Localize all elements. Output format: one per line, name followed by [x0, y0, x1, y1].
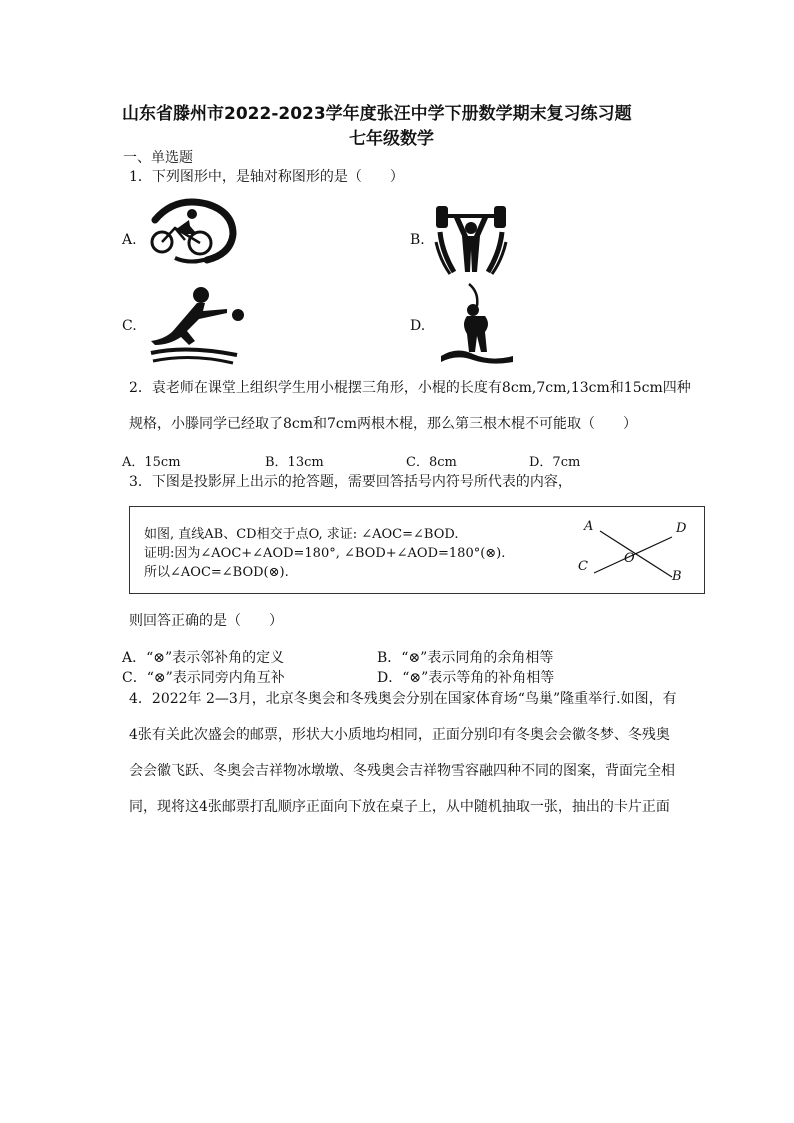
question-3-prompt: 则回答正确的是（ ） — [129, 613, 283, 629]
question-4-line2: 4张有关此次盛会的邮票，形状大小质地均相同，正面分别印有冬奥会会徽冬梦、冬残奥 — [129, 727, 670, 743]
q2-option-c: C．8cm — [406, 455, 457, 470]
proof-line-1: 如图, 直线AB、CD相交于点O, 求证: ∠AOC=∠BOD. — [144, 527, 459, 542]
proof-line-2: 证明:因为∠AOC+∠AOD=180°, ∠BOD+∠AOD=180°(⊗). — [144, 546, 506, 561]
q3-option-a: A．“⊗”表示邻补角的定义 — [122, 650, 285, 666]
volleyball-player-icon — [147, 283, 247, 367]
question-1-stem: 1．下列图形中，是轴对称图形的是（ ） — [129, 169, 404, 185]
question-4-line1: 4．2022年 2—3月，北京冬奥会和冬残奥会分别在国家体育场“鸟巢”隆重举行.如图，有 — [129, 691, 677, 707]
point-a-label: A — [584, 519, 594, 534]
question-4-line3: 会会徽飞跃、冬奥会吉祥物冰墩墩、冬残奥会吉祥物雪容融四种不同的图案，背面完全相 — [129, 763, 675, 779]
q3-option-d: D．“⊗”表示等角的补角相等 — [377, 670, 555, 686]
proof-box — [129, 506, 705, 594]
point-c-label: C — [578, 559, 588, 574]
q3-option-b: B．“⊗”表示同角的余角相等 — [377, 650, 554, 666]
weightlifter-icon — [432, 202, 510, 276]
point-o-label: O — [624, 551, 635, 566]
section-heading: 一、单选题 — [123, 150, 193, 166]
q1-option-a-label: A. — [122, 232, 137, 248]
q2-option-d: D．7cm — [529, 455, 581, 470]
question-3-stem: 3．下图是投影屏上出示的抢答题，需要回答括号内符号所代表的内容， — [129, 474, 572, 490]
q1-option-c-label: C. — [122, 318, 137, 334]
question-2-stem-line1: 2．袁老师在课堂上组织学生用小棍摆三角形，小棍的长度有8cm,7cm,13cm和15cm四种 — [129, 380, 691, 396]
cyclist-icon — [145, 198, 240, 266]
page-title: 山东省滕州市2022-2023学年度张汪中学下册数学期末复习练习题 — [122, 104, 632, 124]
q1-option-d-label: D. — [410, 318, 426, 334]
page-subtitle: 七年级数学 — [349, 129, 434, 149]
q3-option-c: C．“⊗”表示同旁内角互补 — [122, 670, 285, 686]
question-4-line4: 同，现将这4张邮票打乱顺序正面向下放在桌子上，从中随机抽取一张，抽出的卡片正面 — [129, 799, 670, 815]
q2-option-b: B．13cm — [265, 455, 324, 470]
q1-option-b-label: B. — [410, 232, 425, 248]
q2-option-a: A．15cm — [122, 455, 181, 470]
point-b-label: B — [672, 569, 682, 584]
golfer-icon — [433, 280, 519, 366]
point-d-label: D — [676, 521, 687, 536]
question-2-stem-line2: 规格，小滕同学已经取了8cm和7cm两根木棍，那么第三根木棍不可能取（ ） — [129, 416, 638, 432]
proof-line-3: 所以∠AOC=∠BOD(⊗). — [144, 565, 289, 580]
